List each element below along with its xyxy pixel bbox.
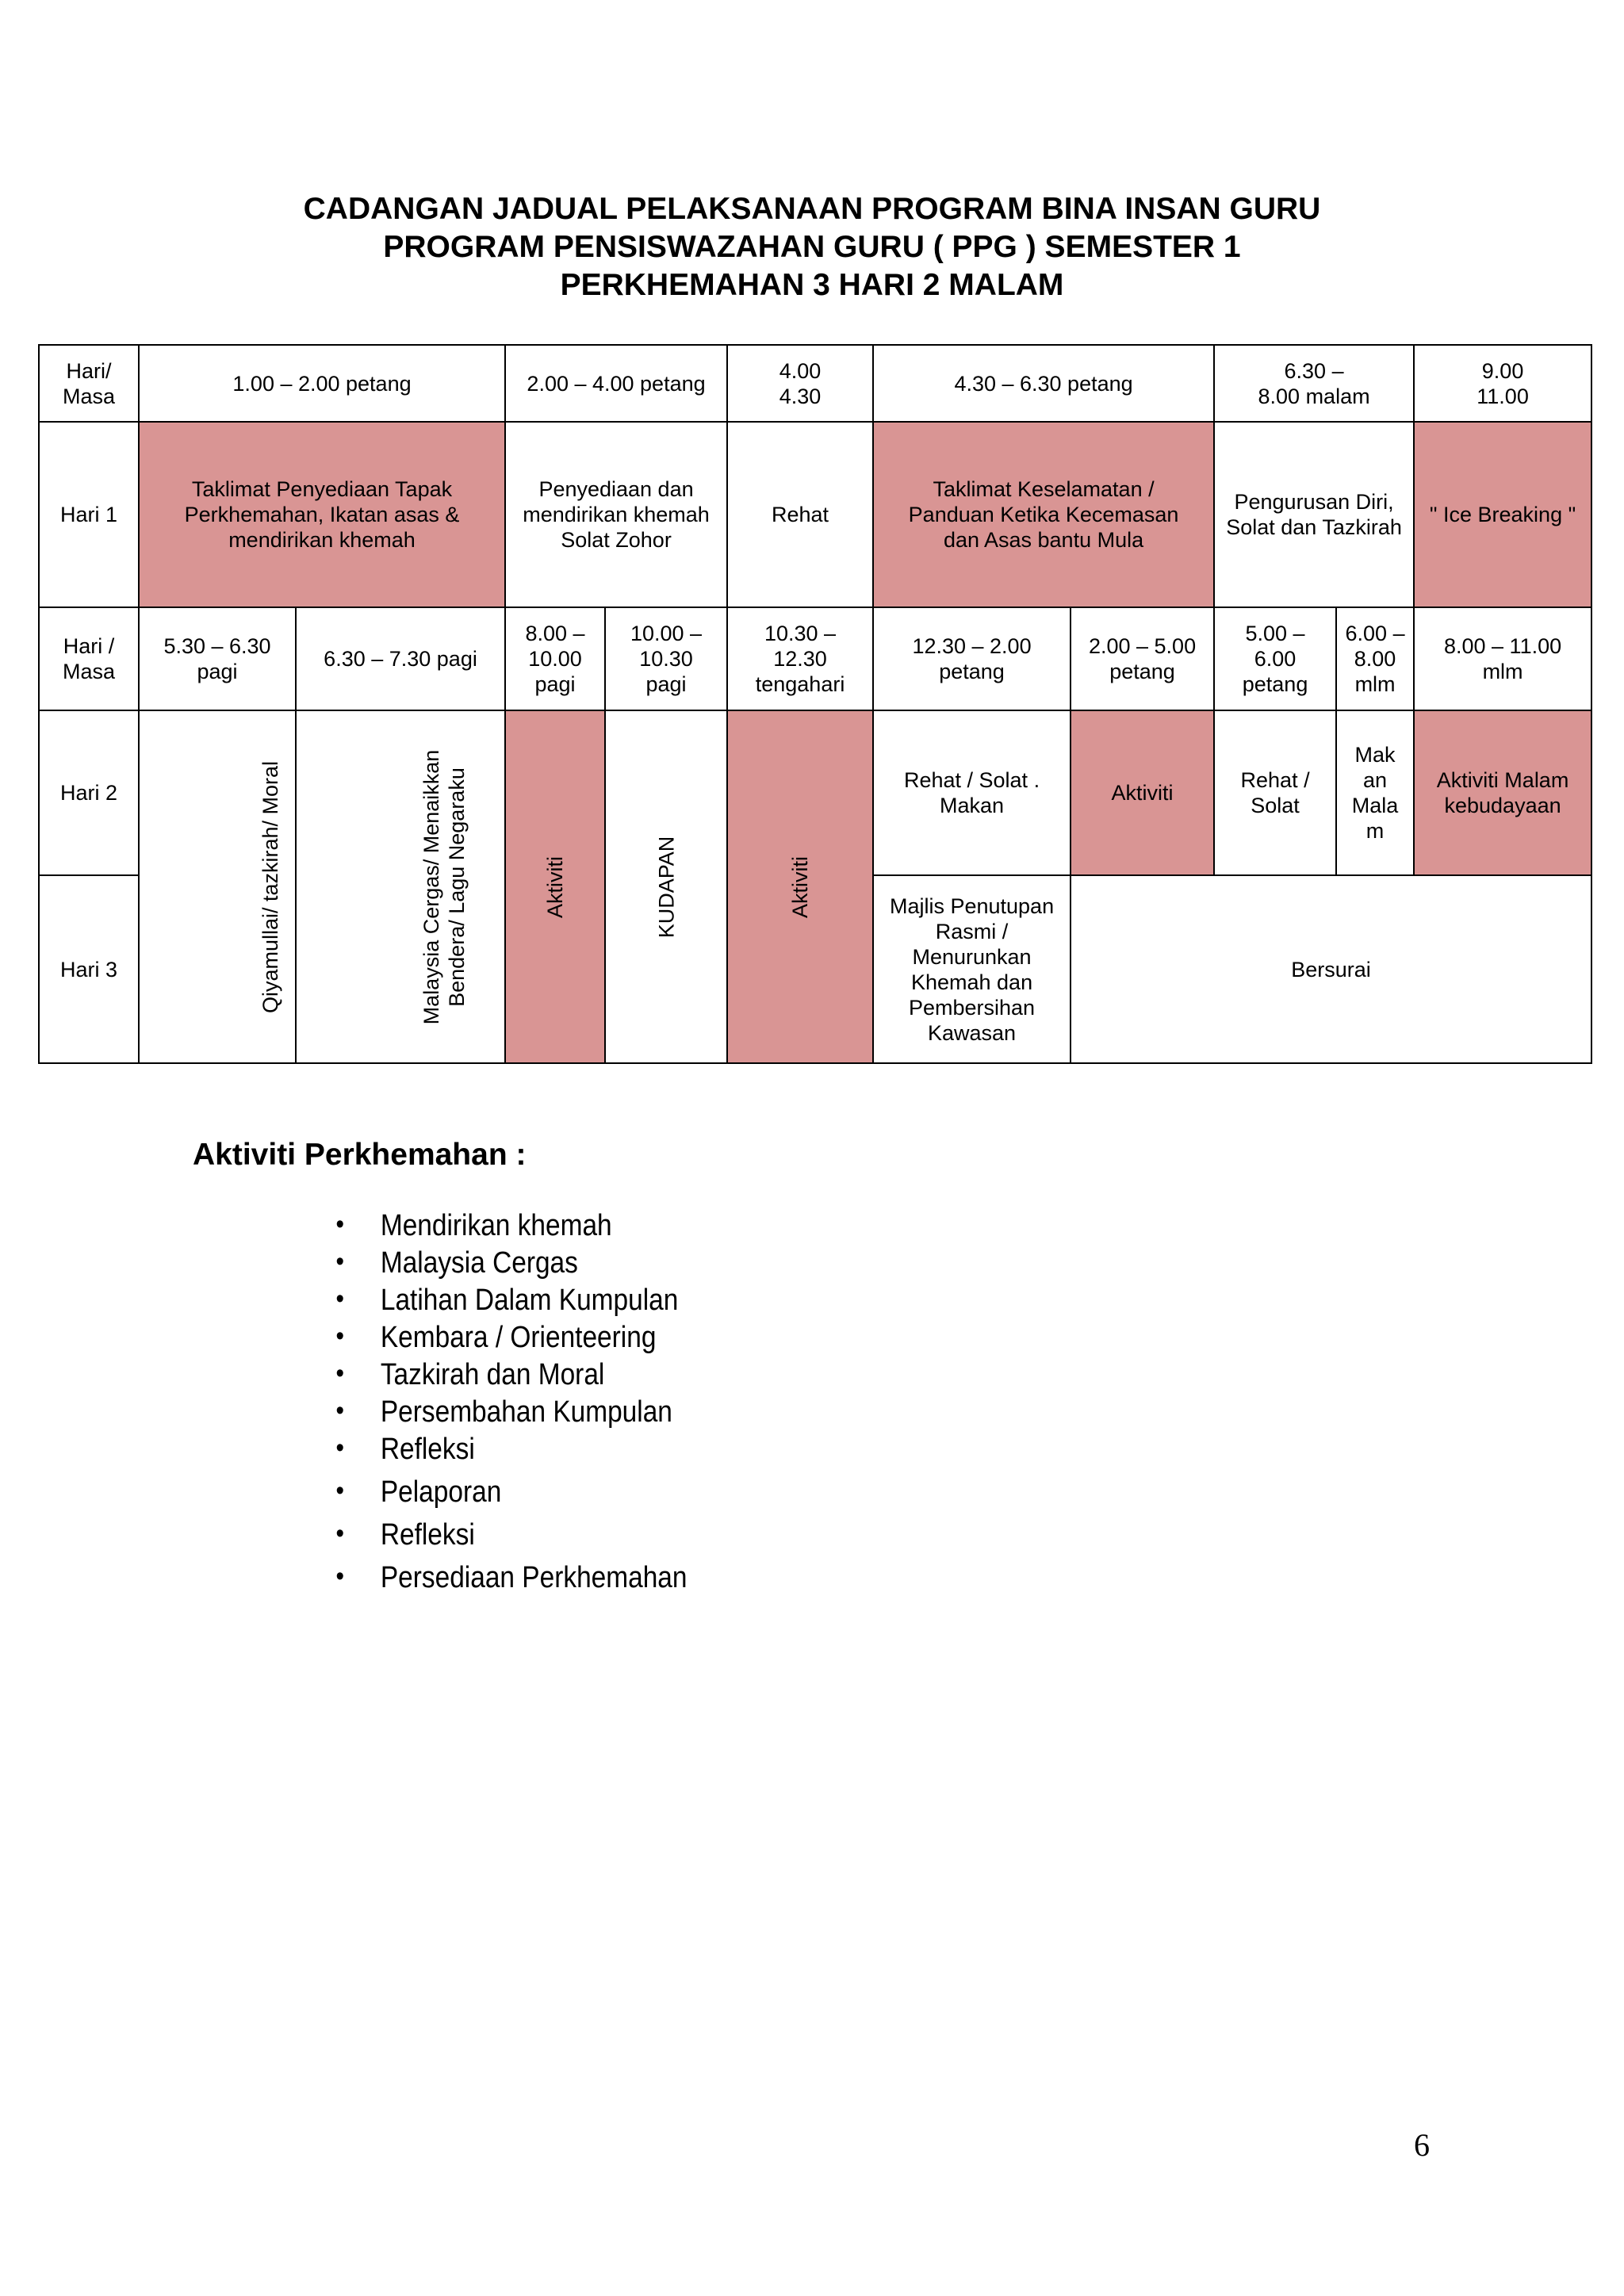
time2-slot-8: 5.00 – 6.00 petang <box>1214 607 1336 710</box>
bullet-icon: • <box>335 1561 344 1591</box>
bullet-icon: • <box>335 1395 344 1425</box>
kudapan-label: KUDAPAN <box>654 836 679 938</box>
activities-list <box>333 1209 688 1604</box>
list-item: • Refleksi <box>335 1433 475 1466</box>
title-line-1: CADANGAN JADUAL PELAKSANAAN PROGRAM BINA INSAN GURU <box>303 192 1321 226</box>
hari3-majlis-penutupan: Majlis Penutupan Rasmi / Menurunkan Khemah dan Pembersihan Kawasan <box>873 875 1071 1063</box>
time2-slot-6: 12.30 – 2.00 petang <box>873 607 1071 710</box>
malaysia-cergas-label: Malaysia Cergas/ Menaikkan Bendera/ Lagu Negaraku <box>419 749 469 1024</box>
time2-slot-3: 8.00 – 10.00 pagi <box>505 607 605 710</box>
time2-slot-9: 6.00 – 8.00 mlm <box>1336 607 1414 710</box>
activities-heading: Aktiviti Perkhemahan : <box>193 1138 527 1172</box>
list-item: • Tazkirah dan Moral <box>335 1358 605 1391</box>
schedule-table <box>38 344 1592 1064</box>
bullet-icon: • <box>335 1284 344 1314</box>
time2-slot-7: 2.00 – 5.00 petang <box>1071 607 1214 710</box>
hari3-bersurai: Bersurai <box>1071 875 1591 1063</box>
page-number: 6 <box>1414 2127 1430 2163</box>
qiyamullai-label: Qiyamullai/ tazkirah/ Moral <box>259 760 283 1013</box>
bullet-icon: • <box>335 1246 344 1276</box>
row-label-hari-3: Hari 3 <box>39 875 139 1063</box>
list-item: • Refleksi <box>335 1518 475 1552</box>
row-label-hari-1: Hari 1 <box>39 422 139 607</box>
document-title <box>0 190 1624 304</box>
bullet-icon: • <box>335 1433 344 1463</box>
hari2-makan-malam: Mak an Mala m <box>1336 710 1414 875</box>
header-hari-masa: Hari/ Masa <box>39 345 139 422</box>
header2-hari-masa: Hari / Masa <box>39 607 139 710</box>
hari2-rehat-solat: Rehat / Solat <box>1214 710 1336 875</box>
time2-slot-4: 10.00 – 10.30 pagi <box>605 607 727 710</box>
title-line-3: PERKHEMAHAN 3 HARI 2 MALAM <box>560 268 1064 302</box>
time-slot-4: 4.30 – 6.30 petang <box>873 345 1214 422</box>
row-label-hari-2: Hari 2 <box>39 710 139 875</box>
time-slot-3: 4.00 4.30 <box>727 345 873 422</box>
kudapan-cell <box>605 710 727 1063</box>
list-item: • Persembahan Kumpulan <box>335 1395 672 1429</box>
title-line-2: PROGRAM PENSISWAZAHAN GURU ( PPG ) SEMESTER 1 <box>383 230 1241 264</box>
list-item: • Persediaan Perkhemahan <box>335 1561 688 1594</box>
time2-slot-1: 5.30 – 6.30 pagi <box>139 607 296 710</box>
aktiviti-cell-2 <box>727 710 873 1063</box>
bullet-icon: • <box>335 1209 344 1239</box>
hari2-aktiviti: Aktiviti <box>1071 710 1214 875</box>
hari1-ice-breaking: " Ice Breaking " <box>1414 422 1591 607</box>
bullet-icon: • <box>335 1518 344 1548</box>
hari2-aktiviti-malam: Aktiviti Malam kebudayaan <box>1414 710 1591 875</box>
aktiviti-label-2: Aktiviti <box>788 855 813 918</box>
list-item: • Mendirikan khemah <box>335 1209 612 1242</box>
qiyamullai-cell <box>139 710 296 1063</box>
aktiviti-label-1: Aktiviti <box>543 855 568 918</box>
aktiviti-cell-1 <box>505 710 605 1063</box>
time2-slot-5: 10.30 – 12.30 tengahari <box>727 607 873 710</box>
bullet-icon: • <box>335 1475 344 1506</box>
bullet-icon: • <box>335 1358 344 1388</box>
hari1-pengurusan-diri: Pengurusan Diri, Solat dan Tazkirah <box>1214 422 1414 607</box>
time-slot-6: 9.00 11.00 <box>1414 345 1591 422</box>
time2-slot-10: 8.00 – 11.00 mlm <box>1414 607 1591 710</box>
hari1-penyediaan-khemah: Penyediaan dan mendirikan khemah Solat Zohor <box>505 422 727 607</box>
time2-slot-2: 6.30 – 7.30 pagi <box>296 607 505 710</box>
bullet-icon: • <box>335 1321 344 1351</box>
hari1-taklimat-keselamatan: Taklimat Keselamatan / Panduan Ketika Kecemasan dan Asas bantu Mula <box>873 422 1214 607</box>
list-item: • Latihan Dalam Kumpulan <box>335 1284 679 1317</box>
time-slot-1: 1.00 – 2.00 petang <box>139 345 505 422</box>
hari1-taklimat-tapak: Taklimat Penyediaan Tapak Perkhemahan, Ikatan asas & mendirikan khemah <box>139 422 505 607</box>
list-item: • Malaysia Cergas <box>335 1246 578 1280</box>
list-item: • Pelaporan <box>335 1475 502 1509</box>
hari2-rehat-solat-makan: Rehat / Solat . Makan <box>873 710 1071 875</box>
time-slot-2: 2.00 – 4.00 petang <box>505 345 727 422</box>
malaysia-cergas-cell <box>296 710 505 1063</box>
hari1-rehat: Rehat <box>727 422 873 607</box>
list-item: • Kembara / Orienteering <box>335 1321 657 1354</box>
time-slot-5: 6.30 – 8.00 malam <box>1214 345 1414 422</box>
